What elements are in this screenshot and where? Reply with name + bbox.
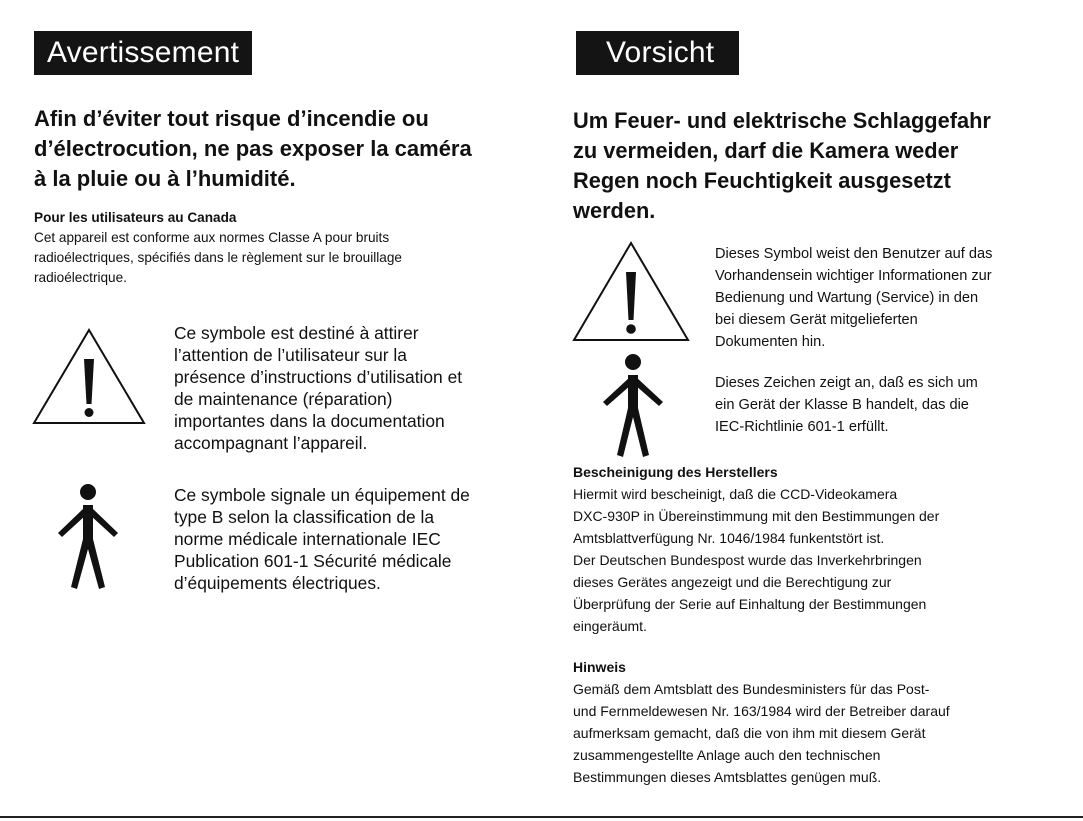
manufacturer-title: Bescheinigung des Herstellers [573, 464, 778, 480]
german-banner: Vorsicht [576, 31, 739, 75]
french-headline-line: Afin d’éviter tout risque d’incendie ou [34, 106, 429, 131]
manufacturer-text-line: Hiermit wird bescheinigt, daß die CCD-Videokamera [573, 486, 898, 502]
manufacturer-text-line: dieses Gerätes angezeigt und die Berechtigung zur [573, 574, 892, 590]
hinweis-title: Hinweis [573, 659, 626, 675]
german-headline-line: Um Feuer- und elektrische Schlaggefahr [573, 108, 991, 133]
canada-text-line: radioélectrique. [34, 270, 127, 285]
type-b-person-icon [597, 353, 669, 459]
hinweis-text-line: aufmerksam gemacht, daß die von ihm mit diesem Gerät [573, 725, 926, 741]
warning-triangle-icon [31, 327, 147, 427]
text-line: l’attention de l’utilisateur sur la [174, 345, 407, 365]
text-line: présence d’instructions d’utilisation et [174, 367, 463, 387]
manufacturer-certificate [573, 461, 939, 637]
text-line: Vorhandensein wichtiger Informationen zur [715, 268, 992, 284]
type-b-person-icon [52, 483, 124, 591]
manufacturer-text-line: eingeräumt. [573, 618, 647, 634]
hinweis-text-line: Gemäß dem Amtsblatt des Bundesministers für das Post- [573, 681, 930, 697]
canada-notice [34, 208, 402, 288]
manufacturer-text-line: DXC-930P in Übereinstimmung mit den Bestimmungen der [573, 508, 940, 524]
french-warning-description [174, 322, 462, 454]
german-headline-line: zu vermeiden, darf die Kamera weder [573, 138, 959, 163]
french-banner: Avertissement [34, 31, 252, 75]
french-headline-line: d’électrocution, ne pas exposer la caméra [34, 136, 472, 161]
text-line: type B selon la classification de la [174, 507, 435, 527]
manufacturer-text-line: Überprüfung der Serie auf Einhaltung der Bestimmungen [573, 596, 927, 612]
text-line: ein Gerät der Klasse B handelt, das die [715, 397, 969, 413]
text-line: bei diesem Gerät mitgelieferten [715, 312, 918, 328]
text-line: de maintenance (réparation) [174, 389, 393, 409]
text-line: IEC-Richtlinie 601-1 erfüllt. [715, 419, 889, 435]
text-line: norme médicale internationale IEC [174, 529, 441, 549]
text-line: Bedienung und Wartung (Service) in den [715, 290, 979, 306]
manufacturer-text-line: Amtsblattverfügung Nr. 1046/1984 funkentstört ist. [573, 530, 885, 546]
french-headline-line: à la pluie ou à l’humidité. [34, 166, 296, 191]
text-line: Ce symbole signale un équipement de [174, 485, 470, 505]
hinweis-notice [573, 656, 950, 788]
canada-text-line: Cet appareil est conforme aux normes Classe A pour bruits [34, 230, 390, 245]
german-headline-line: Regen noch Feuchtigkeit ausgesetzt [573, 168, 951, 193]
bottom-rule [0, 816, 1083, 818]
manufacturer-text-line: Der Deutschen Bundespost wurde das Inverkehrbringen [573, 552, 922, 568]
canada-title: Pour les utilisateurs au Canada [34, 210, 237, 225]
hinweis-text-line: und Fernmeldewesen Nr. 163/1984 wird der Betreiber darauf [573, 703, 950, 719]
hinweis-text-line: zusammengestellte Anlage auch den technischen [573, 747, 881, 763]
text-line: Dieses Zeichen zeigt an, daß es sich um [715, 375, 978, 391]
french-headline [34, 104, 472, 194]
german-typeb-description [715, 372, 978, 438]
text-line: d’équipements électriques. [174, 573, 381, 593]
text-line: Publication 601-1 Sécurité médicale [174, 551, 452, 571]
text-line: accompagnant l’appareil. [174, 433, 368, 453]
text-line: Dokumenten hin. [715, 334, 826, 350]
german-headline [573, 106, 991, 226]
warning-triangle-icon [571, 240, 691, 344]
text-line: importantes dans la documentation [174, 411, 445, 431]
german-headline-line: werden. [573, 198, 656, 223]
text-line: Ce symbole est destiné à attirer [174, 323, 419, 343]
text-line: Dieses Symbol weist den Benutzer auf das [715, 246, 993, 262]
hinweis-text-line: Bestimmungen dieses Amtsblattes genügen muß. [573, 769, 882, 785]
french-typeb-description [174, 484, 470, 594]
german-warning-description [715, 243, 992, 353]
canada-text-line: radioélectriques, spécifiés dans le règlement sur le brouillage [34, 250, 402, 265]
